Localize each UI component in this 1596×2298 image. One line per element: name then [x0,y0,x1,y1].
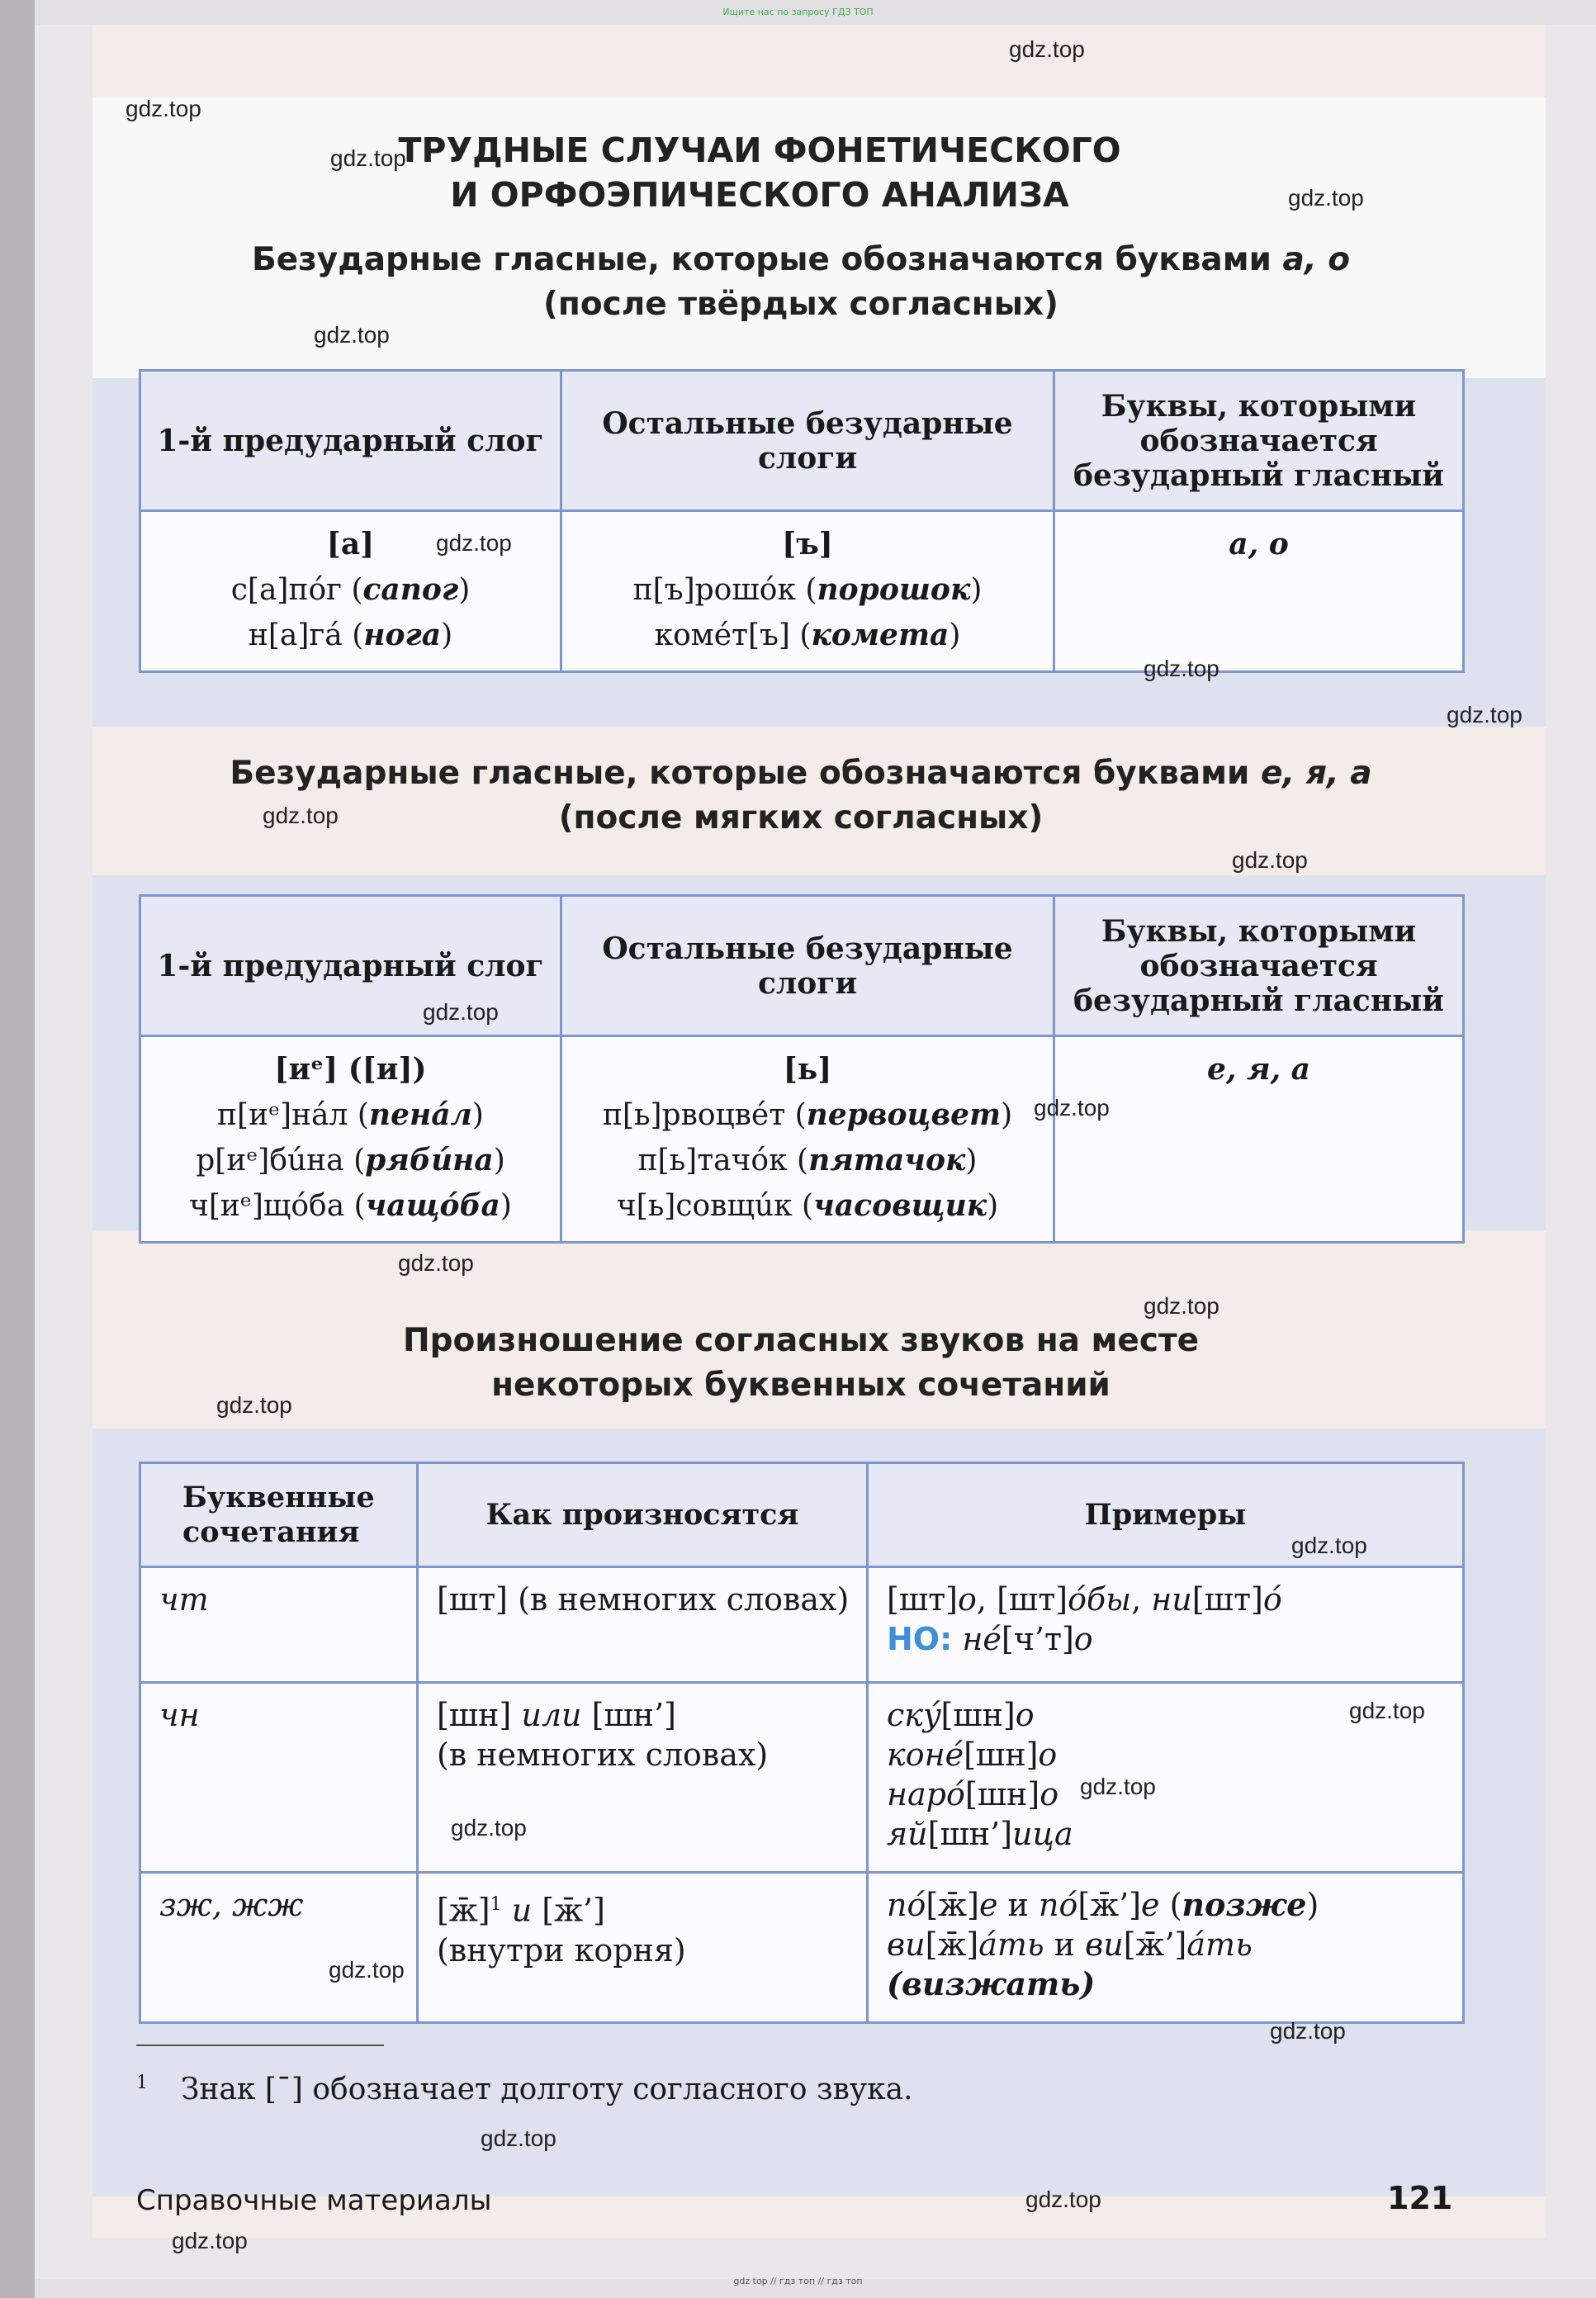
page-title: ТРУДНЫЕ СЛУЧАИ ФОНЕТИЧЕСКОГО И ОРФОЭПИЧЕСКОГО АНАЛИЗА [398,130,1121,215]
watermark: gdz.top [423,999,499,1025]
section2-heading: Безударные гласные, которые обозначаются буквами е, я, а (после мягких согласных) [230,755,1372,836]
table-consonant-combos [139,1462,1465,2024]
watermark: gdz.top [330,145,406,171]
table-row [140,1567,1464,1683]
watermark: gdz.top [216,1392,292,1418]
bottom-note: gdz top // гдз топ // гдз топ [733,2276,863,2286]
cell-pronunciation: [шн] или [шн’] (в немногих словах) [418,1683,868,1873]
page-edge [0,0,35,2298]
cell-pronunciation: [ж̄]$^1$ и [ж̄’] (внутри корня) [418,1873,868,2023]
cell-other-unstressed: [ъ] п[ъ]рошóк (порошок) комéт[ъ] (комета) [561,511,1054,672]
watermark: gdz.top [1144,656,1219,681]
cell-other-unstressed: [ь] п[ь]рвоцвéт (первоцвет) п[ь]тачóк (пятачок) ч[ь]совщúк (часовщик) [561,1036,1054,1243]
page-number: 121 [1387,2180,1453,2216]
watermark: gdz.top [314,322,390,348]
watermark: gdz.top [126,96,201,121]
section3-heading: Произношение согласных звуков на месте некоторых буквенных сочетаний [402,1322,1200,1404]
col-other-unstressed: Остальные безударные слоги [561,896,1054,1036]
watermark: gdz.top [436,530,512,556]
watermark: gdz.top [263,803,339,828]
footnote: $^1$ Знак [¯] обозначает долготу согласного звука. [136,2073,913,2106]
watermark: gdz.top [329,1957,405,1983]
watermark: gdz.top [1009,36,1085,62]
col-first-pretonic: 1-й предударный слог [140,896,561,1036]
watermark: gdz.top [451,1815,527,1841]
watermark: gdz.top [172,2228,248,2253]
watermark: gdz.top [1270,2018,1346,2044]
watermark: gdz.top [1232,847,1308,873]
watermark: gdz.top [1144,1293,1219,1319]
cell-examples: пó[ж̄]е и пó[ж̄’]е (позже) ви[ж̄]áть и ви[ж̄’]áть (визжать) [868,1873,1464,2023]
cell-combo: чт [140,1567,418,1683]
watermark: gdz.top [1447,702,1523,727]
cell-letters: а, о [1054,511,1464,672]
footer-section-name: Справочные материалы [136,2184,492,2217]
cell-pronunciation: [шт] (в немногих словах) [418,1567,868,1683]
watermark: gdz.top [1025,2187,1101,2212]
watermark: gdz.top [1291,1533,1367,1558]
watermark: gdz.top [1349,1698,1425,1723]
note-label: НО: [887,1621,953,1657]
cell-combo: чн [140,1683,418,1873]
watermark: gdz.top [398,1250,474,1276]
footnote-divider [136,2045,384,2046]
watermark: gdz.top [481,2125,556,2151]
top-note: Ищите нас по запросу ГДЗ ТОП [722,7,874,17]
cell-letters: е, я, а [1054,1036,1464,1243]
table-hard-vowels [139,369,1465,673]
cell-first-pretonic: [а] с[а]пóг (сапог) н[а]гá (нога) [140,511,561,672]
col-pronunciation: Как произносятся [418,1463,868,1567]
table-row [140,1873,1464,2023]
table-row [140,1683,1464,1873]
col-examples: Примеры [868,1463,1464,1567]
cell-first-pretonic: [иᵉ] ([и]) п[иᵉ]нáл (пенáл) р[иᵉ]бúна (рябúна) ч[иᵉ]щóба (чащóба) [140,1036,561,1243]
table-soft-vowels [139,894,1465,1244]
col-first-pretonic: 1-й предударный слог [140,371,561,511]
col-combos: Буквенные сочетания [140,1463,418,1567]
cell-examples: [шт]о, [шт]óбы, ни[шт]ó НО: нé[ч’т]о [868,1567,1464,1683]
watermark: gdz.top [1080,1774,1156,1799]
watermark: gdz.top [1288,185,1364,211]
cell-examples: скý[шн]о конé[шн]о нарó[шн]о яй[шн’]ица [868,1683,1464,1873]
col-other-unstressed: Остальные безударные слоги [561,371,1054,511]
section1-heading: Безударные гласные, которые обозначаются буквами а, о (после твёрдых согласных) [251,241,1351,323]
watermark: gdz.top [1034,1095,1110,1121]
col-letters: Буквы, которыми обозначается безударный гласный [1054,371,1464,511]
col-letters: Буквы, которыми обозначается безударный гласный [1054,896,1464,1036]
cell-combo: зж, жж [140,1873,418,2023]
